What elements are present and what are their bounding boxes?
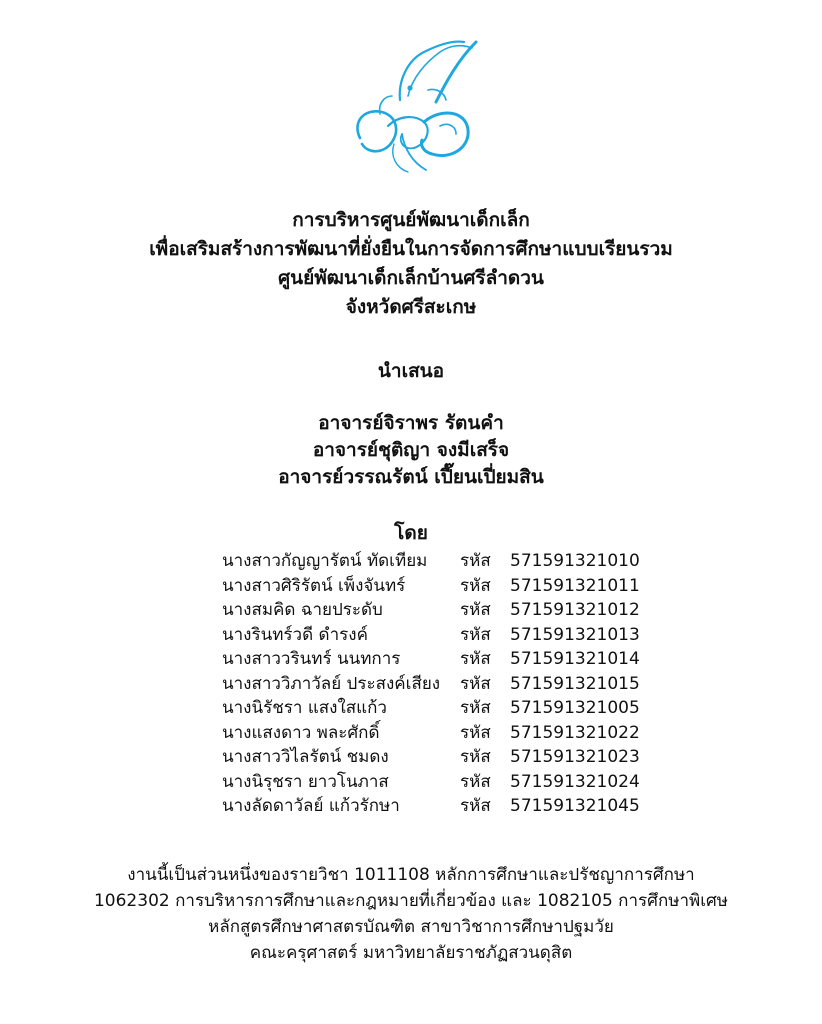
by-heading: โดย [394, 522, 428, 544]
course-info-footer [0, 862, 822, 966]
member-row [222, 647, 662, 672]
code-label: รหัส [460, 624, 491, 645]
member-name: นางสาวกัญญารัตน์ ทัดเทียม [222, 551, 428, 571]
member-row [222, 721, 662, 746]
member-row [222, 574, 662, 599]
member-code: 571591321011 [510, 575, 640, 596]
code-label: รหัส [460, 796, 491, 816]
member-row [222, 745, 662, 770]
code-label: รหัส [460, 649, 491, 669]
member-name: นางนิรัชรา แสงใสแก้ว [222, 698, 387, 718]
title-line: ศูนย์พัฒนาเด็กเล็กบ้านศรีลำดวน [278, 267, 544, 289]
member-code: 571591321045 [510, 796, 640, 816]
member-row [222, 672, 662, 697]
member-name: นางสาววรินทร์ นนทการ [222, 649, 401, 669]
footer-line: 1062302 การบริหารการศึกษาและกฎหมายที่เกี่ยวข้อง และ 1082105 การศึกษาพิเศษ [93, 891, 729, 911]
member-name: นางสาวศิริรัตน์ เพ็งจันทร์ [222, 575, 406, 596]
member-code: 571591321010 [510, 551, 640, 571]
code-label: รหัส [460, 698, 491, 718]
member-name: นางสมคิด ฉายประดับ [222, 600, 383, 620]
member-name: นางสาววิไลรัตน์ ชมดง [222, 747, 389, 767]
document-title [0, 206, 822, 322]
member-row [222, 598, 662, 623]
present-heading: นำเสนอ [377, 360, 445, 382]
advisor-name: อาจารย์วรรณรัตน์ เปี๊ยนเปี่ยมสิน [278, 466, 544, 488]
footer-line: หลักสูตรศึกษาศาสตรบัณฑิต สาขาวิชาการศึกษาปฐมวัย [208, 917, 614, 937]
member-code: 571591321015 [510, 673, 640, 694]
title-line: การบริหารศูนย์พัฒนาเด็กเล็ก [292, 209, 530, 231]
calligraphic-monogram-logo [340, 30, 490, 180]
member-name: นางแสงดาว พละศักดิ์ [222, 722, 380, 743]
advisor-name: อาจารย์จิราพร รัตนคำ [318, 412, 504, 434]
advisor-name: อาจารย์ชุติญา จงมีเสร็จ [312, 439, 510, 461]
footer-line: คณะครุศาสตร์ มหาวิทยาลัยราชภัฏสวนดุสิต [249, 943, 573, 963]
member-name: นางรินทร์วดี ดำรงค์ [222, 624, 368, 645]
footer-line: งานนี้เป็นส่วนหนึ่งของรายวิชา 1011108 หลักการศึกษาและปรัชญาการศึกษา [127, 865, 695, 885]
code-label: รหัส [460, 722, 491, 743]
member-code: 571591321024 [510, 771, 640, 792]
code-label: รหัส [460, 771, 491, 792]
title-line: จังหวัดศรีสะเกษ [345, 296, 477, 318]
member-code: 571591321013 [510, 624, 640, 645]
advisor-list [0, 410, 822, 491]
title-line: เพื่อเสริมสร้างการพัฒนาที่ยั่งยืนในการจัดการศึกษาแบบเรียนรวม [149, 238, 673, 260]
code-label: รหัส [460, 600, 491, 620]
code-label: รหัส [460, 673, 491, 694]
code-label: รหัส [460, 575, 491, 596]
member-code: 571591321005 [510, 698, 640, 718]
member-code: 571591321012 [510, 600, 640, 620]
code-label: รหัส [460, 551, 491, 571]
member-row [222, 794, 662, 819]
member-name: นางสาววิภาวัลย์ ประสงค์เสียง [222, 673, 441, 694]
member-code: 571591321014 [510, 649, 640, 669]
member-row [222, 623, 662, 648]
member-code: 571591321022 [510, 722, 640, 743]
member-list [222, 549, 662, 819]
member-row [222, 696, 662, 721]
member-name: นางลัดดาวัลย์ แก้วรักษา [222, 796, 400, 816]
member-name: นางนิรุชรา ยาวโนภาส [222, 771, 389, 792]
member-code: 571591321023 [510, 747, 640, 767]
code-label: รหัส [460, 747, 491, 767]
member-row [222, 770, 662, 795]
member-row [222, 549, 662, 574]
